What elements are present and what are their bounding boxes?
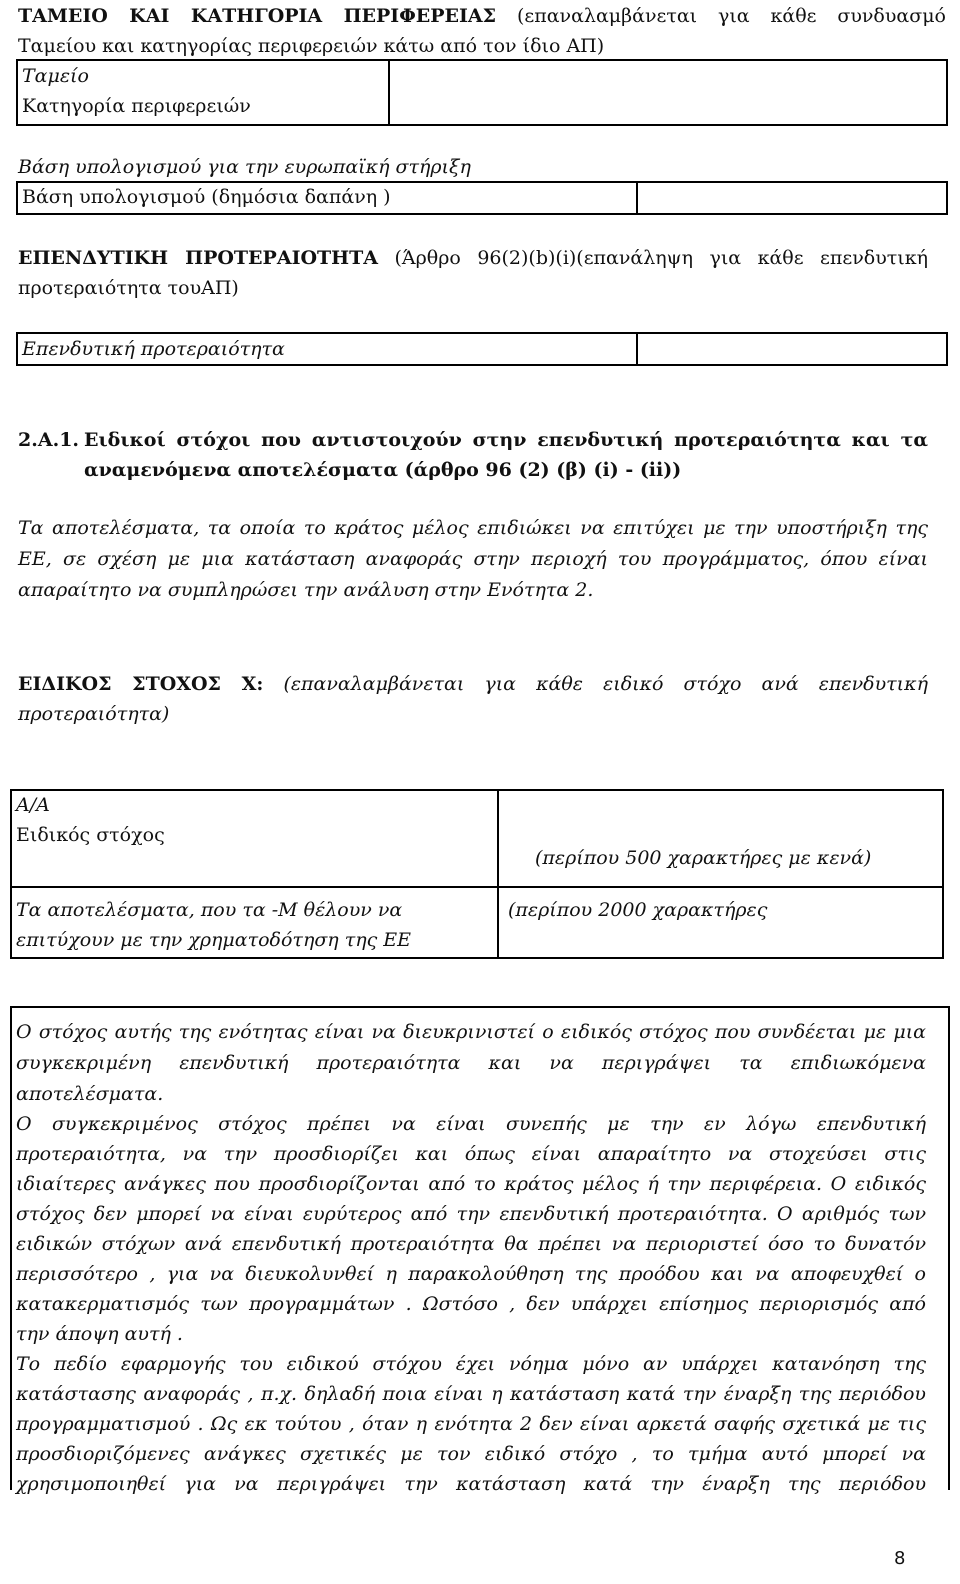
- guidance-line: συγκεκριμένη επενδυτική προτεραιότητα και να περιγράψει τα επιδιωκόμενα: [16, 1052, 926, 1074]
- guidance-line: περισσότερο , για να διευκολυνθεί η παρακολούθηση της προόδου και να αποφευχθεί ο: [16, 1263, 926, 1285]
- guidance-line: στόχος δεν μπορεί να είναι ευρύτερος από την επενδυτική προτεραιότητα. Ο αριθμός των: [16, 1203, 926, 1225]
- priority-heading-bold: ΕΠΕΝΔΥΤΙΚΗ ΠΡΟΤΕΡΑΙΟΤΗΤΑ: [18, 247, 378, 269]
- results-label-line2: επιτύχουν με την χρηματοδότηση της ΕΕ: [16, 929, 412, 951]
- guidance-line: Ο στόχος αυτής της ενότητας είναι να διευκρινιστεί ο ειδικός στόχος που συνδέεται με μια: [16, 1021, 926, 1043]
- table-row-divider: [10, 886, 944, 888]
- objective-heading-bold: ΕΙΔΙΚΟΣ ΣΤΟΧΟΣ Χ:: [18, 673, 264, 695]
- guidance-line: χρησιμοποιηθεί για να περιγράψει την κατάσταση κατά την έναρξη της περιόδου: [16, 1473, 926, 1495]
- guidance-line: αποτελέσματα.: [16, 1083, 164, 1105]
- guidance-line: ειδικών στόχων ανά επενδυτική προτεραιότητα θα πρέπει να περιοριστεί όσο το δυνατόν: [16, 1233, 926, 1255]
- results-label-line1: Τα αποτελέσματα, που τα -Μ θέλουν να: [16, 899, 403, 921]
- section-intro-line1: Τα αποτελέσματα, τα οποία το κράτος μέλος επιδιώκει να επιτύχει με την υποστήριξη της: [18, 517, 928, 539]
- specific-objective-heading: [18, 670, 928, 698]
- section-intro-line2: ΕΕ, σε σχέση με μια κατάσταση αναφοράς στην περιοχή του προγράμματος, όπου είναι: [18, 548, 928, 570]
- calc-basis-public-label: Βάση υπολογισμού (δημόσια δαπάνη ): [22, 186, 391, 208]
- investment-priority-heading: [18, 244, 928, 272]
- guidance-line: Ο συγκεκριμένος στόχος πρέπει να είναι συνεπής με την εν λόγω επενδυτική: [16, 1113, 926, 1135]
- priority-heading-rest: (Άρθρο 96(2)(b)(i)(επανάληψη για κάθε επενδυτική: [394, 247, 928, 269]
- aa-label: Α/Α: [16, 794, 50, 816]
- section-intro-line3: απαραίτητο να συμπληρώσει την ανάλυση στην Ενότητα 2.: [18, 579, 594, 601]
- region-category-label: Κατηγορία περιφερειών: [22, 95, 251, 117]
- guidance-line: την άποψη αυτή .: [16, 1323, 183, 1345]
- section-title-line2: αναμενόμενα αποτελέσματα (άρθρο 96 (2) (β) (i) - (ii)): [84, 459, 682, 481]
- guidance-line: ιδιαίτερες ανάγκες που προσδιορίζονται από το κράτος μέλος ή την περιφέρεια. Ο ειδικός: [16, 1173, 926, 1195]
- guidance-line: προτεραιότητα, να την προσδιορίζει και όπως είναι απαραίτητο να στοχεύσει στις: [16, 1143, 926, 1165]
- objective-heading-rest: (επαναλαμβάνεται για κάθε ειδικό στόχο ανά επενδυτική: [283, 673, 928, 695]
- section-number: 2.Α.1.: [18, 429, 80, 451]
- results-char-limit: (περίπου 2000 χαρακτήρες: [508, 899, 768, 921]
- fund-label: Ταμείο: [22, 65, 89, 87]
- table-divider: [636, 181, 638, 215]
- fund-region-heading: [18, 2, 946, 30]
- guidance-line: κατάστασης αναφοράς , π.χ. δηλαδή ποια είναι η κατάσταση κατά την έναρξη της περιόδου: [16, 1383, 926, 1405]
- guidance-line: Το πεδίο εφαρμογής του ειδικού στόχου έχει νόημα μόνο αν υπάρχει κατανόηση της: [16, 1353, 926, 1375]
- specific-objective-heading-line2: προτεραιότητα): [18, 703, 170, 725]
- investment-priority-label: Επενδυτική προτεραιότητα: [22, 338, 285, 360]
- calc-basis-eu-label: Βάση υπολογισμού για την ευρωπαϊκή στήριξη: [18, 156, 471, 178]
- table-divider: [636, 332, 638, 366]
- guidance-line: κατακερματισμός των προγραμμάτων . Ωστόσο , δεν υπάρχει επίσημος περιορισμός από: [16, 1293, 926, 1315]
- page-number: 8: [894, 1548, 906, 1569]
- heading-bold-text: ΤΑΜΕΙΟ ΚΑΙ ΚΑΤΗΓΟΡΙΑ ΠΕΡΙΦΕΡΕΙΑΣ: [18, 5, 497, 27]
- investment-priority-heading-line2: προτεραιότητα τουΑΠ): [18, 277, 239, 299]
- section-title: Ειδικοί στόχοι που αντιστοιχούν στην επενδυτική προτεραιότητα και τα: [84, 429, 928, 451]
- guidance-line: προγραμματισμού . Ως εκ τούτου , όταν η ενότητα 2 δεν είναι αρκετά σαφής σχετικά με τις: [16, 1413, 926, 1435]
- objective-char-limit: (περίπου 500 χαρακτήρες με κενά): [535, 847, 872, 869]
- heading-rest-text: (επαναλαμβάνεται για κάθε συνδυασμό: [516, 5, 946, 27]
- table-divider: [388, 59, 390, 126]
- guidance-line: προσδιοριζόμενες ανάγκες σχετικές με τον ειδικό στόχο , το τμήμα αυτό μπορεί να: [16, 1443, 926, 1465]
- specific-objective-label: Ειδικός στόχος: [16, 824, 165, 846]
- fund-region-heading-line2: Ταμείου και κατηγορίας περιφερειών κάτω από τον ίδιο ΑΠ): [18, 35, 605, 57]
- table-divider: [497, 789, 499, 959]
